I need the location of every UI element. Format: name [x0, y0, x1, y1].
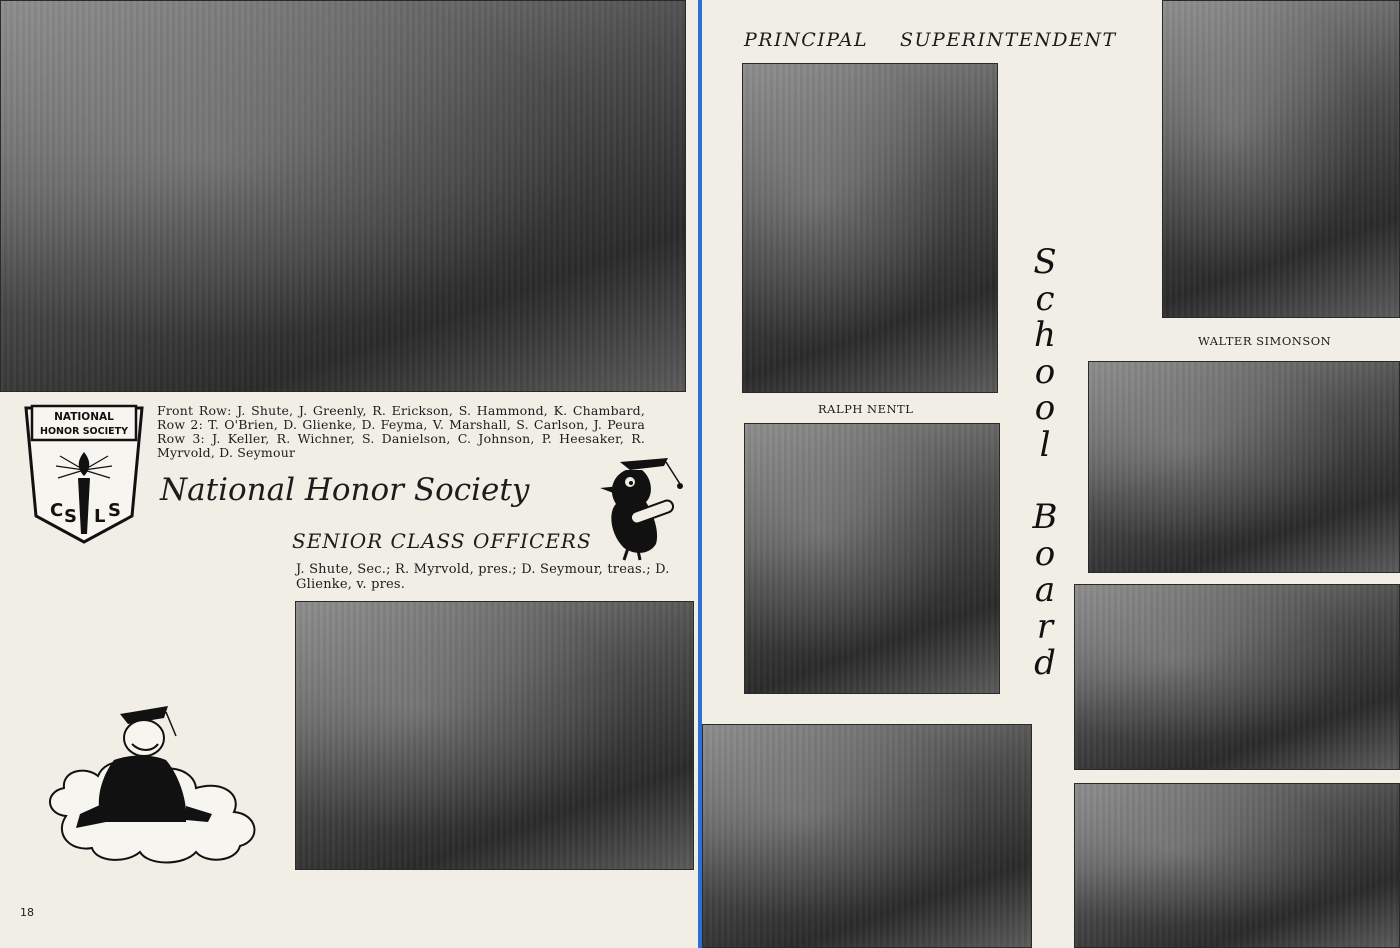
school-board-photo-4: [702, 724, 1032, 948]
school-board-photo-5: [1074, 783, 1400, 948]
school-board-photo-1: [1088, 361, 1400, 573]
emblem-top-text: NATIONAL: [54, 411, 114, 423]
title-letter: c: [1035, 278, 1055, 319]
title-letter: l: [1039, 424, 1051, 465]
superintendent-portrait-photo: [1162, 0, 1400, 318]
bird-mascot-drawing: [590, 452, 690, 562]
nhs-title: National Honor Society: [160, 472, 530, 508]
senior-class-officers-photo: [295, 601, 694, 870]
national-honor-society-group-photo: [0, 0, 686, 392]
school-board-photo-3: [1074, 584, 1400, 770]
title-letter: r: [1036, 606, 1054, 647]
superintendent-heading: SUPERINTENDENT: [900, 29, 1117, 51]
principal-portrait-photo: [742, 63, 998, 393]
senior-class-officers-heading: SENIOR CLASS OFFICERS: [292, 529, 592, 553]
title-letter: o: [1034, 533, 1056, 574]
senior-class-officers-caption: J. Shute, Sec.; R. Myrvold, pres.; D. Seymour, treas.; D. Glienke, v. pres.: [296, 562, 670, 592]
title-letter: o: [1034, 388, 1056, 428]
nhs-caption: Front Row: J. Shute, J. Greenly, R. Erickson, S. Hammond, K. Chambard, Row 2: T. O'Brien, D. Glienke, D. Feyma, V. Marshall, S. Carlson, J. Peura Row 3: J. Keller, R. Wichner, S. Danielson, C. Johnson, P. Heesaker, R. Myrvold, D. Seymour: [157, 403, 645, 460]
title-letter: B: [1032, 497, 1058, 537]
title-letter: d: [1034, 643, 1056, 683]
title-letter: o: [1034, 351, 1056, 392]
national-honor-society-emblem: [20, 400, 148, 548]
graduate-cartoon-drawing: [36, 696, 282, 866]
title-letter: S: [1033, 242, 1057, 282]
left-page: [0, 0, 698, 948]
principal-heading: PRINCIPAL: [744, 29, 869, 51]
title-letter: a: [1034, 570, 1056, 610]
school-board-vertical-title: [1028, 244, 1062, 682]
school-board-photo-2: [744, 423, 1000, 694]
emblem-letter-3: L: [94, 506, 106, 527]
title-letter: h: [1034, 315, 1056, 355]
superintendent-name: WALTER SIMONSON: [1198, 334, 1332, 348]
page-number: 18: [20, 906, 34, 919]
emblem-letter-2: S: [64, 506, 77, 527]
principal-name: RALPH NENTL: [818, 402, 914, 416]
emblem-bottom-text: HONOR SOCIETY: [40, 426, 128, 437]
emblem-letter-1: C: [50, 500, 64, 521]
emblem-letter-4: S: [108, 500, 121, 521]
